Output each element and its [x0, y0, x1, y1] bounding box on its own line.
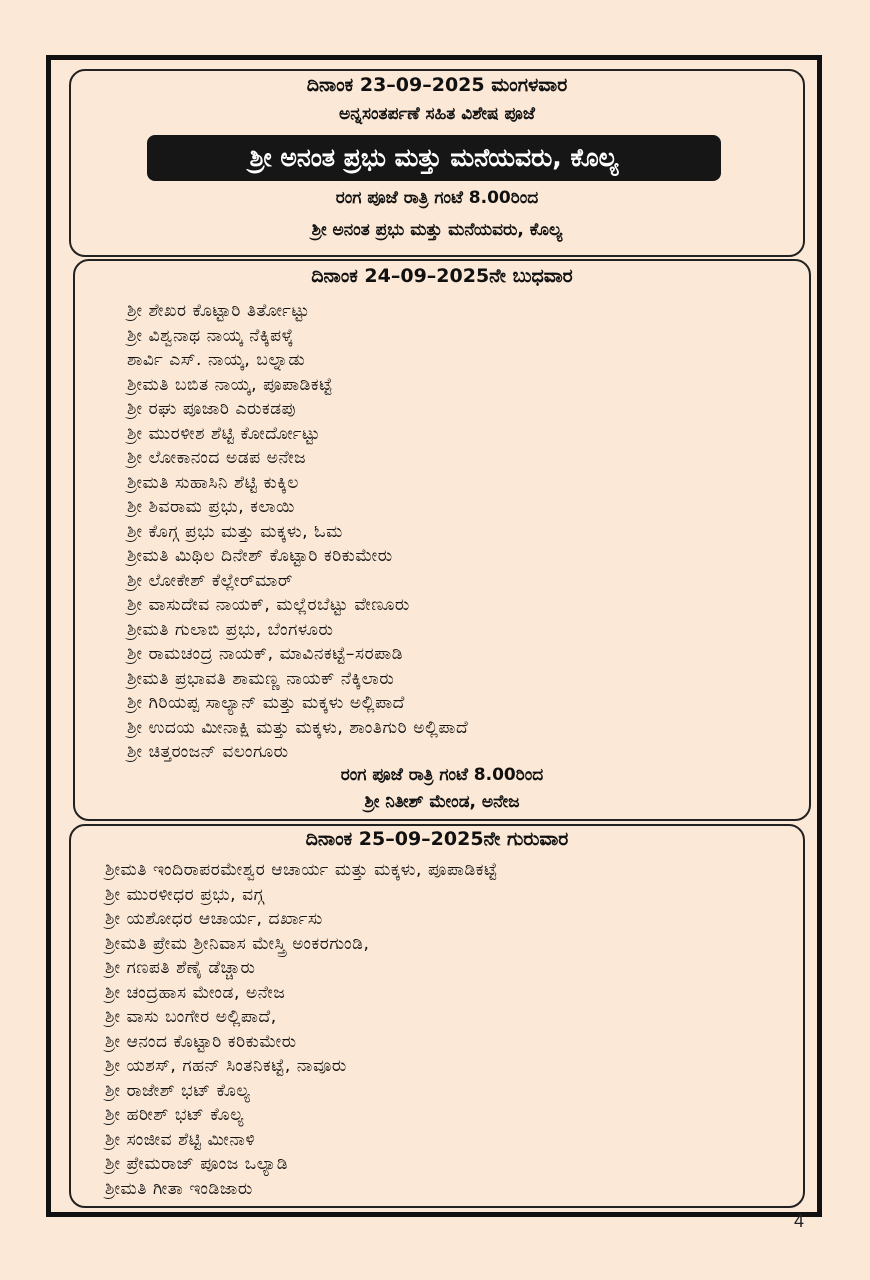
list-item: ಶ್ರೀ ಉದಯ ಮೀನಾಕ್ಷಿ ಮತ್ತು ಮಕ್ಕಳು, ಶಾಂತಿಗುರಿ ಅಲ್ಲಿಪಾದೆ	[127, 717, 469, 738]
day1-ranga-time: ರಂಗ ಪೂಜೆ ರಾತ್ರಿ ಗಂಟೆ 8.00ರಿಂದ	[335, 188, 539, 208]
page-frame	[46, 55, 822, 1217]
list-item: ಶ್ರೀಮತಿ ಇಂದಿರಾಪರಮೇಶ್ವರ ಆಚಾರ್ಯ ಮತ್ತು ಮಕ್ಕಳು, ಪೂಪಾಡಿಕಟ್ಟೆ	[105, 860, 498, 880]
list-item: ಶ್ರೀ ರಘು ಪೂಜಾರಿ ಎರುಕಡಪು	[127, 399, 297, 419]
list-item: ಶ್ರೀಮತಿ ಪ್ರೇಮ ಶ್ರೀನಿವಾಸ ಮೇಸ್ತ್ರಿ ಅಂಕರಗುಂಡಿ,	[105, 933, 370, 954]
list-item: ಶ್ರೀ ಯಶೋಧರ ಆಚಾರ್ಯ, ದರ್ಖಾಸು	[105, 909, 323, 929]
list-item: ಶ್ರೀ ರಾಜೇಶ್ ಭಟ್ ಕೊಲ್ಯ	[105, 1080, 251, 1101]
day2-ranga-sponsor: ಶ್ರೀ ನಿತೀಶ್ ಮೇಂಡ, ಅನೇಜ	[364, 792, 520, 812]
list-item: ಶ್ರೀ ಸಂಜೀವ ಶೆಟ್ಟಿ ಮೀನಾಳಿ	[105, 1129, 256, 1150]
list-item: ಶ್ರೀ ಲೋಕಾನಂದ ಅಡಪ ಅನೇಜ	[127, 448, 307, 468]
day2-date: ದಿನಾಂಕ 24–09–2025ನೇ ಬುಧವಾರ	[311, 265, 573, 287]
list-item: ಶ್ರೀ ಚಂದ್ರಹಾಸ ಮೇಂಡ, ಅನೇಜ	[105, 982, 286, 1003]
day1-subtitle: ಅನ್ನಸಂತರ್ಪಣೆ ಸಹಿತ ವಿಶೇಷ ಪೂಜೆ	[339, 104, 535, 124]
list-item: ಶ್ರೀ ಕೊಗ್ಗ ಪ್ರಭು ಮತ್ತು ಮಕ್ಕಳು, ಓಮ	[127, 521, 343, 542]
list-item: ಶ್ರೀ ವಾಸುದೇವ ನಾಯಕ್, ಮಲ್ಲೆರಬೆಟ್ಟು ವೇಣೂರು	[127, 595, 410, 615]
page-number: 4	[793, 1211, 804, 1231]
list-item: ಶ್ರೀ ಚಿತ್ತರಂಜನ್ ವಲಂಗೂರು	[127, 742, 289, 762]
list-item: ಶ್ರೀ ಶೇಖರ ಕೊಟ್ಟಾರಿ ತಿರ್ತೋಟ್ಟು	[127, 301, 310, 321]
list-item: ಶ್ರೀ ಮುರಳೀಧರ ಪ್ರಭು, ವಗ್ಗ	[105, 884, 265, 905]
list-item: ಶ್ರೀಮತಿ ಗುಲಾಬಿ ಪ್ರಭು, ಬೆಂಗಳೂರು	[127, 619, 334, 640]
list-item: ಶ್ರೀ ವಾಸು ಬಂಗೇರ ಅಲ್ಲಿಪಾದೆ,	[105, 1007, 277, 1027]
list-item: ಶ್ರೀ ವಿಶ್ವನಾಥ ನಾಯ್ಕ ನೆಕ್ಕಿಪಳ್ಕೆ	[127, 325, 294, 346]
day2-section	[73, 259, 811, 821]
list-item: ಶ್ರೀಮತಿ ಸುಹಾಸಿನಿ ಶೆಟ್ಟಿ ಕುಕ್ಕಿಲ	[127, 472, 300, 493]
list-item: ಶ್ರೀ ಗಿರಿಯಪ್ಪ ಸಾಲ್ಯಾನ್ ಮತ್ತು ಮಕ್ಕಳು ಅಲ್ಲಿಪಾದೆ	[127, 693, 405, 713]
list-item: ಶ್ರೀ ಲೋಕೇಶ್ ಕೆಲ್ಲೇರ್‌ಮಾರ್	[127, 570, 293, 591]
list-item: ಶ್ರೀಮತಿ ಮಿಥಿಲ ದಿನೇಶ್ ಕೊಟ್ಟಾರಿ ಕರಿಕುಮೇರು	[127, 546, 393, 566]
list-item: ಶ್ರೀಮತಿ ಪ್ರಭಾವತಿ ಶಾಮಣ್ಣ ನಾಯಕ್ ನೆಕ್ಕಿಲಾರು	[127, 668, 395, 689]
list-item: ಶ್ರೀ ಹರೀಶ್ ಭಟ್ ಕೊಲ್ಯ	[105, 1105, 245, 1125]
day2-sponsor-list	[127, 299, 468, 765]
list-item: ಶ್ರೀ ಗಣಪತಿ ಶೆಣೈ ಡೆಚ್ಚಾರು	[105, 958, 256, 978]
day1-section	[69, 69, 805, 257]
day3-sponsor-list	[105, 858, 498, 1201]
list-item: ಶ್ರೀ ಪ್ರೇಮರಾಜ್ ಪೂಂಜ ಒಲ್ಯಾಡಿ	[105, 1154, 289, 1174]
day1-date: ದಿನಾಂಕ 23–09–2025 ಮಂಗಳವಾರ	[306, 74, 568, 96]
day1-ranga-sponsor: ಶ್ರೀ ಅನಂತ ಪ್ರಭು ಮತ್ತು ಮನೆಯವರು, ಕೊಲ್ಯ	[311, 220, 563, 240]
day2-ranga-time: ರಂಗ ಪೂಜೆ ರಾತ್ರಿ ಗಂಟೆ 8.00ರಿಂದ	[340, 765, 544, 785]
list-item: ಶ್ರೀ ಮುರಳೀಶ ಶೆಟ್ಟಿ ಕೋರ್ದೋಟ್ಟು	[127, 423, 321, 444]
list-item: ಶಾರ್ವಿ ಎಸ್. ನಾಯ್ಕ, ಬಲ್ನಾಡು	[127, 350, 306, 370]
list-item: ಶ್ರೀ ಆನಂದ ಕೊಟ್ಟಾರಿ ಕರಿಕುಮೇರು	[105, 1031, 297, 1052]
list-item: ಶ್ರೀ ರಾಮಚಂದ್ರ ನಾಯಕ್, ಮಾವಿನಕಟ್ಟೆ–ಸರಪಾಡಿ	[127, 644, 404, 664]
day1-sponsor-banner: ಶ್ರೀ ಅನಂತ ಪ್ರಭು ಮತ್ತು ಮನೆಯವರು, ಕೊಲ್ಯ	[147, 135, 721, 181]
day3-date: ದಿನಾಂಕ 25–09–2025ನೇ ಗುರುವಾರ	[305, 828, 569, 850]
day3-section	[69, 824, 805, 1208]
list-item: ಶ್ರೀಮತಿ ಬಬಿತ ನಾಯ್ಕ, ಪೂಪಾಡಿಕಟ್ಟೆ	[127, 374, 333, 395]
list-item: ಶ್ರೀಮತಿ ಗೀತಾ ಇಂಡಿಜಾರು	[105, 1178, 253, 1199]
list-item: ಶ್ರೀ ಶಿವರಾಮ ಪ್ರಭು, ಕಲಾಯಿ	[127, 497, 295, 517]
list-item: ಶ್ರೀ ಯಶಸ್, ಗಹನ್ ಸಿಂತನಿಕಟ್ಟೆ, ನಾವೂರು	[105, 1056, 347, 1076]
